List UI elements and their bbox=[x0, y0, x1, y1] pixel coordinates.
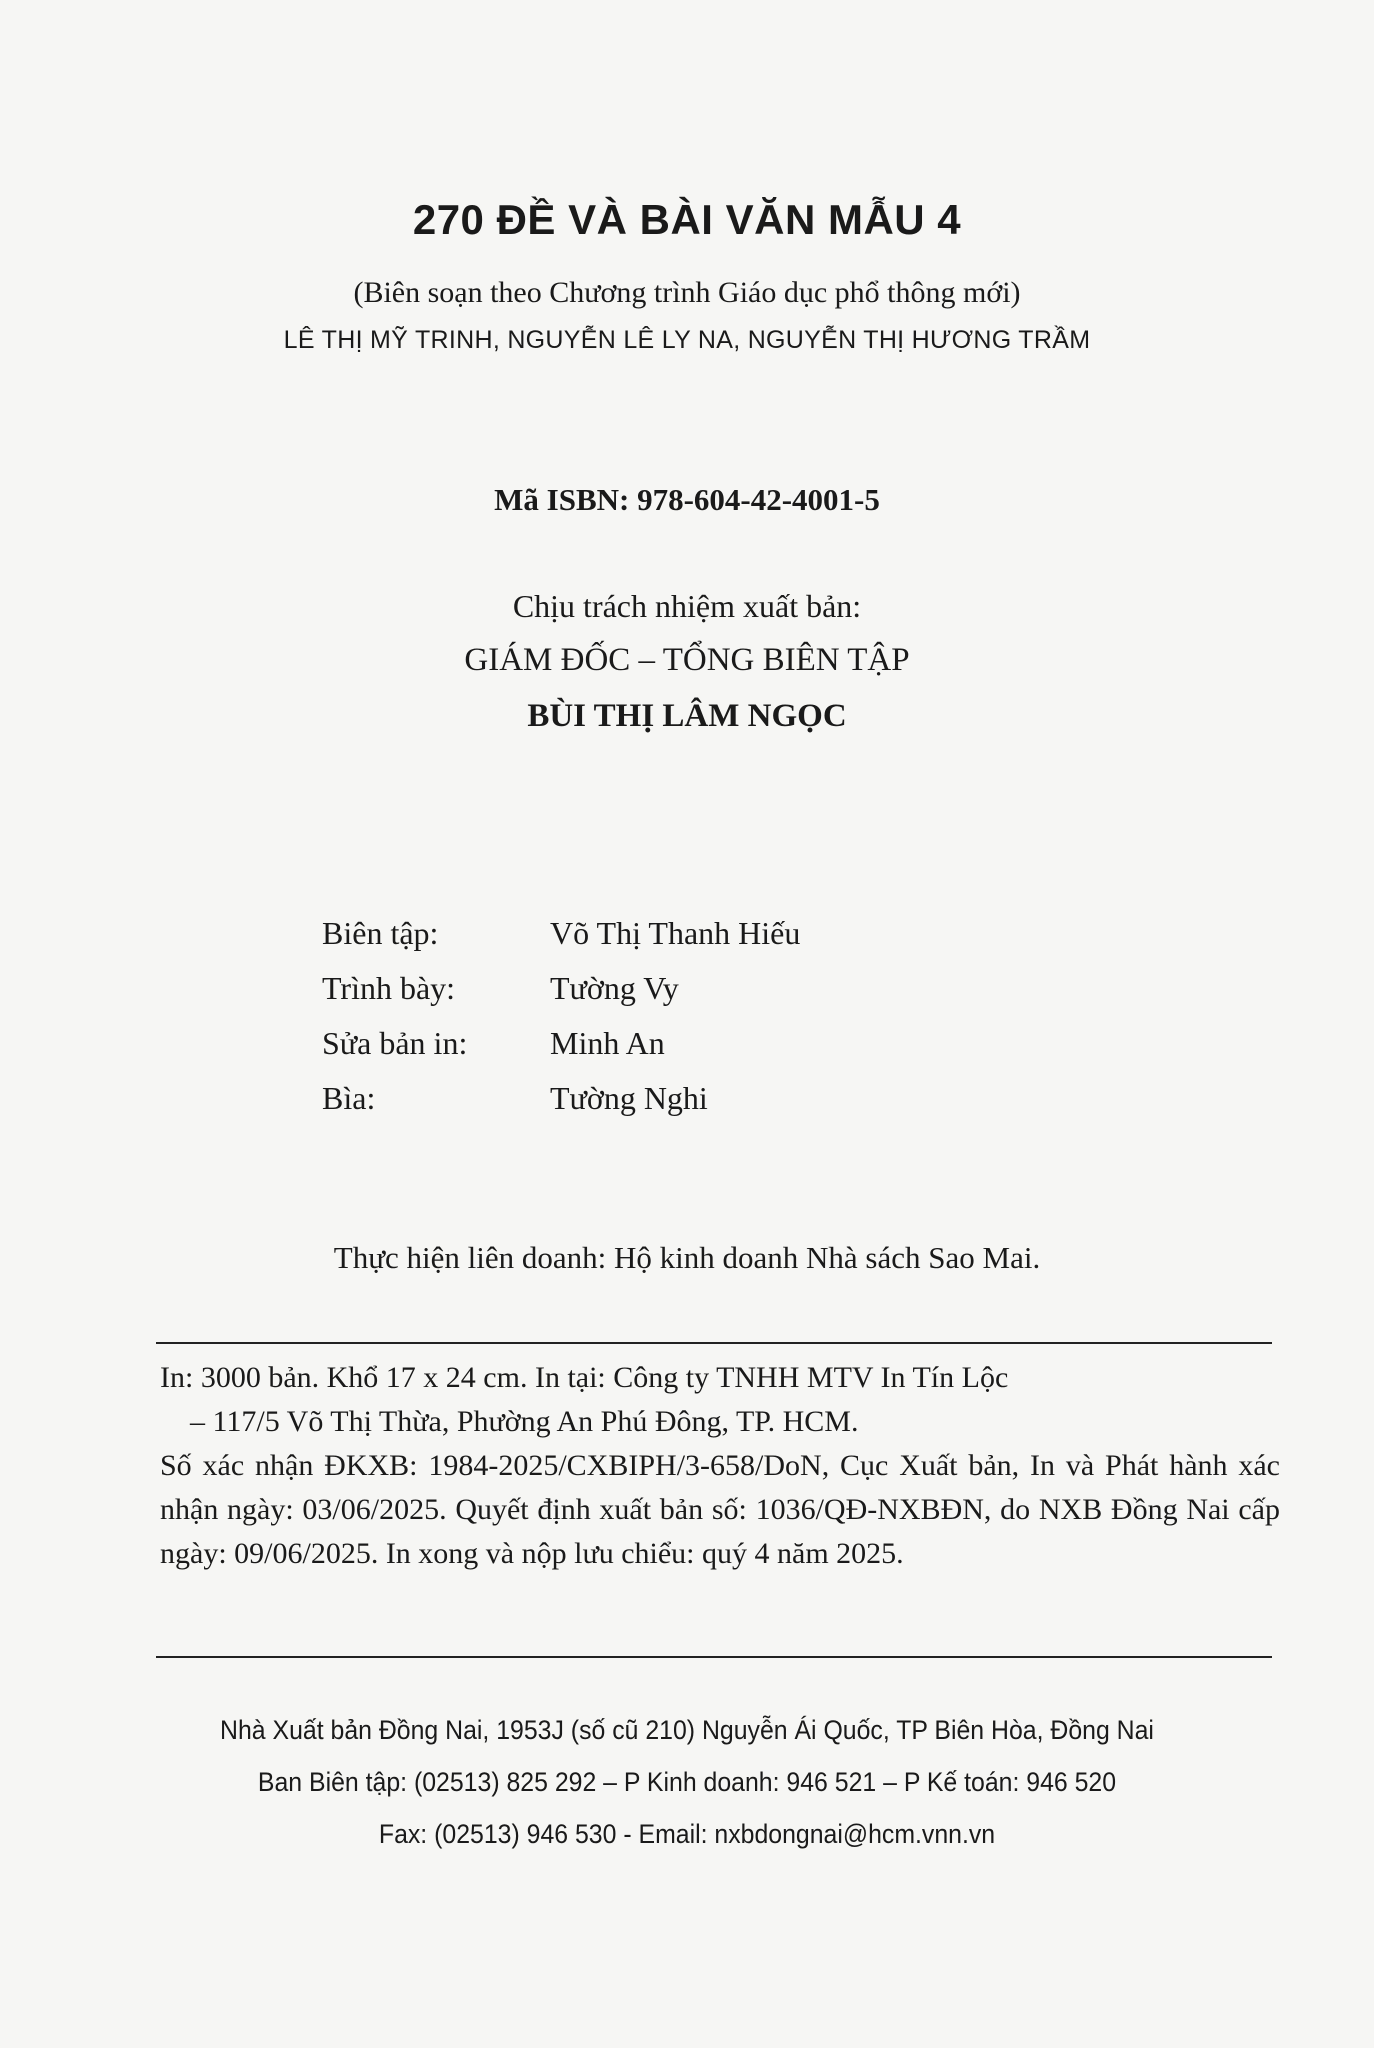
book-subtitle: (Biên soạn theo Chương trình Giáo dục phổ thông mới) bbox=[353, 276, 1021, 309]
book-authors: LÊ THỊ MỸ TRINH, NGUYỄN LÊ LY NA, NGUYỄN THỊ HƯƠNG TRẦM bbox=[283, 326, 1091, 354]
divider-bottom bbox=[156, 1656, 1272, 1658]
credit-value: Võ Thị Thanh Hiếu bbox=[550, 915, 801, 951]
print-address-line: – 117/5 Võ Thị Thừa, Phường An Phú Đông, TP. HCM. bbox=[190, 1405, 859, 1438]
credit-value: Tường Nghi bbox=[550, 1080, 708, 1116]
isbn: Mã ISBN: 978-604-42-4001-5 bbox=[494, 482, 880, 517]
credit-label: Sửa bản in: bbox=[322, 1025, 468, 1061]
legal-block bbox=[160, 1356, 1280, 1576]
credit-label: Bìa: bbox=[322, 1080, 376, 1116]
joint-venture-line: Thực hiện liên doanh: Hộ kinh doanh Nhà sách Sao Mai. bbox=[333, 1240, 1041, 1275]
registration-info: Số xác nhận ĐKXB: 1984-2025/CXBIPH/3-658/DoN, Cục Xuất bản, In và Phát hành xác nhận ngày: 03/06/2025. Quyết định xuất bản số: 1036/QĐ-NXBĐN, do NXB Đồng Nai cấp ngày: 09/06/2025. In xong và nộp lưu chiểu: quý 4 năm 2025. bbox=[160, 1449, 1280, 1570]
credit-value: Minh An bbox=[550, 1025, 665, 1061]
publisher-info bbox=[55, 1704, 1319, 1860]
book-title: 270 ĐỀ VÀ BÀI VĂN MẪU 4 bbox=[412, 196, 962, 243]
divider-top bbox=[156, 1342, 1272, 1344]
credit-row-layout bbox=[322, 961, 800, 1016]
credit-value: Tường Vy bbox=[550, 970, 679, 1006]
responsibility-name: BÙI THỊ LÂM NGỌC bbox=[527, 698, 847, 734]
publisher-address: Nhà Xuất bản Đồng Nai, 1953J (số cũ 210) Nguyễn Ái Quốc, TP Biên Hòa, Đồng Nai bbox=[220, 1715, 1154, 1745]
publisher-contact: Fax: (02513) 946 530 - Email: nxbdongnai@hcm.vnn.vn bbox=[378, 1819, 996, 1849]
credit-row-editor bbox=[322, 906, 800, 961]
credits-list bbox=[322, 906, 800, 1126]
credit-row-cover bbox=[322, 1071, 800, 1126]
credit-row-proofreader bbox=[322, 1016, 800, 1071]
credit-label: Biên tập: bbox=[322, 915, 439, 951]
print-info-line: In: 3000 bản. Khổ 17 x 24 cm. In tại: Công ty TNHH MTV In Tín Lộc bbox=[160, 1361, 1009, 1394]
responsibility-label: Chịu trách nhiệm xuất bản: bbox=[512, 588, 862, 624]
publisher-phones: Ban Biên tập: (02513) 825 292 – P Kinh doanh: 946 521 – P Kế toán: 946 520 bbox=[257, 1767, 1117, 1797]
responsibility-role: GIÁM ĐỐC – TỔNG BIÊN TẬP bbox=[464, 642, 910, 678]
credit-label: Trình bày: bbox=[322, 970, 456, 1006]
